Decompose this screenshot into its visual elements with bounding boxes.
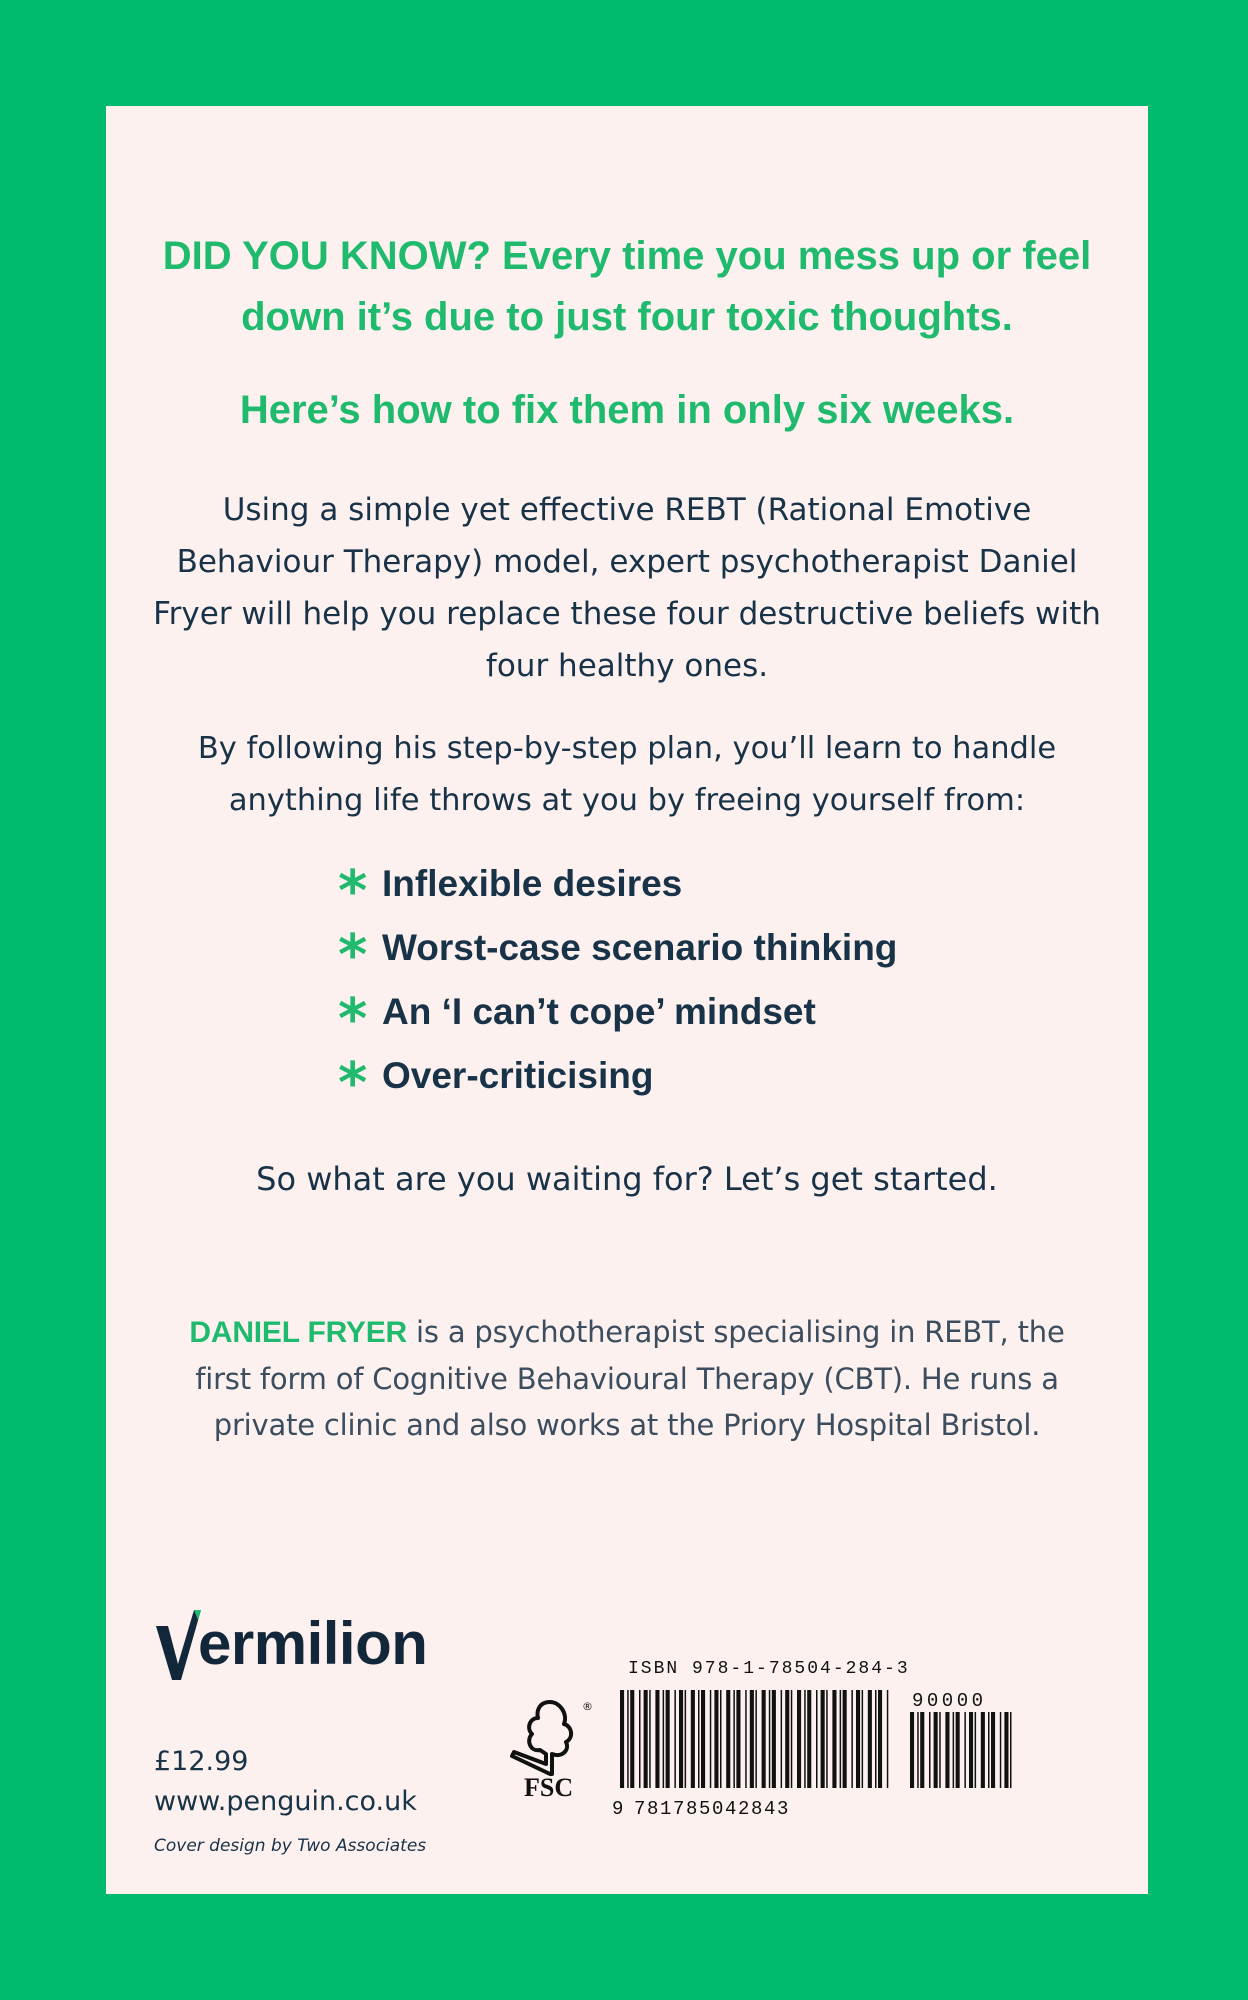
- author-bio-text: is a psychotherapist specialising in REBT, the first form of Cognitive Behavioural Therapy (CBT). He runs a private clinic and also works at the Priory Hospital Bristol.: [195, 1315, 1065, 1442]
- list-item-label: Worst-case scenario thinking: [382, 927, 898, 968]
- vermilion-v-icon: [154, 1610, 204, 1680]
- asterisk-icon: *: [338, 1051, 368, 1116]
- back-cover-panel: [106, 106, 1148, 1894]
- list-item: [338, 980, 897, 1052]
- price-label: £12.99: [154, 1746, 249, 1777]
- headline-promise: Here’s how to fix them in only six weeks.: [239, 388, 1015, 432]
- vermilion-logo: [154, 1602, 454, 1686]
- isbn-barcode: [612, 1690, 1136, 1820]
- fsc-label: FSC: [524, 1773, 574, 1802]
- cover-credit: Cover design by Two Associates: [154, 1836, 427, 1856]
- fsc-tree-icon: [510, 1692, 596, 1800]
- list-item: [338, 852, 897, 924]
- list-item-label: Over-criticising: [382, 1055, 654, 1096]
- isbn-number: ISBN 978-1-78504-284-3: [628, 1659, 910, 1679]
- logo-wordmark: ermilion: [198, 1610, 428, 1677]
- lead-in-paragraph: By following his step-by-step plan, you’ll learn to handle anything life throws at you by freeing yourself from:: [197, 731, 1057, 818]
- barcode-digits: 781785042843: [634, 1798, 791, 1820]
- asterisk-icon: *: [338, 987, 368, 1052]
- registered-mark: ®: [582, 1700, 593, 1713]
- asterisk-icon: *: [338, 859, 368, 924]
- list-item: [338, 1044, 897, 1116]
- list-item: [338, 916, 898, 988]
- barcode-addon-digits: 90000: [912, 1690, 987, 1712]
- author-bio: [166, 1309, 1088, 1448]
- list-item-label: An ‘I can’t cope’ mindset: [382, 991, 816, 1032]
- publisher-url[interactable]: www.penguin.co.uk: [154, 1786, 417, 1817]
- closing-line: So what are you waiting for? Let’s get started.: [256, 1160, 998, 1198]
- barcode-lead-digit: 9: [612, 1798, 624, 1820]
- list-item-label: Inflexible desires: [382, 863, 683, 904]
- asterisk-icon: *: [338, 923, 368, 988]
- author-name: DANIEL FRYER: [189, 1316, 408, 1349]
- intro-paragraph: Using a simple yet effective REBT (Rational Emotive Behaviour Therapy) model, expert psychotherapist Daniel Fryer will help you replace these four destructive beliefs with four healthy ones.: [153, 492, 1101, 684]
- toxic-thoughts-list: [338, 852, 898, 1116]
- headline-question: DID YOU KNOW? Every time you mess up or feel down it’s due to just four toxic thoughts.: [162, 234, 1092, 339]
